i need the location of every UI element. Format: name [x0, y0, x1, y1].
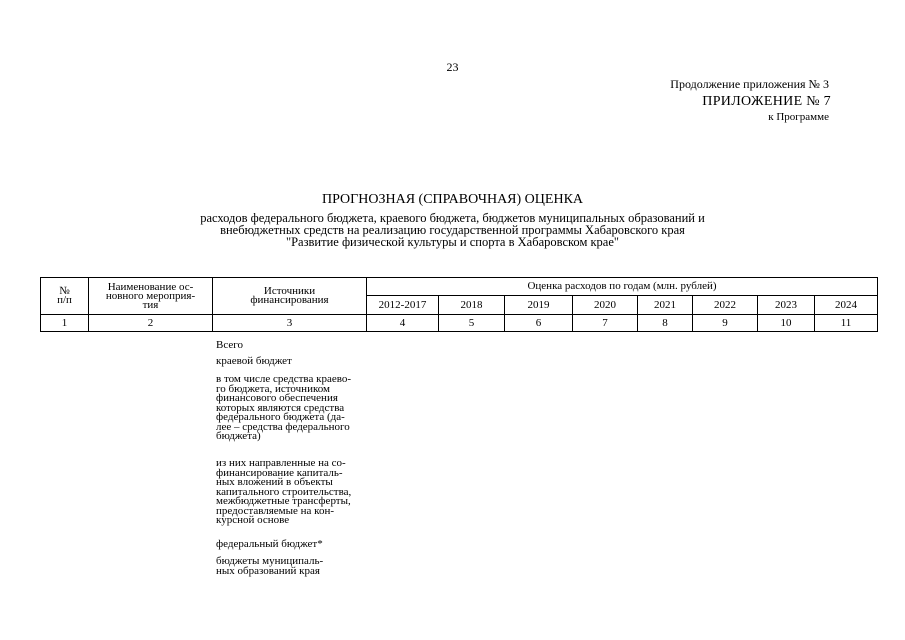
row-label: из них направленные на со- финансирование капиталь- ных вложений в объекты капитального строительства, межбюджетные трансферты, предоставляемые на кон- курсной основе: [216, 457, 352, 526]
col-number: 2: [89, 315, 213, 332]
table-header: [40, 277, 878, 332]
header-year: 2022: [693, 296, 758, 315]
col-number: 3: [213, 315, 367, 332]
header-year: 2012-2017: [367, 296, 439, 315]
col-number: 11: [815, 315, 878, 332]
col-number: 4: [367, 315, 439, 332]
subtitle-line: внебюджетных средств на реализацию государственной программы Хабаровского края: [220, 223, 685, 237]
header-year: 2024: [815, 296, 878, 315]
appendix-title: ПРИЛОЖЕНИЕ № 7: [702, 94, 831, 109]
row-label: краевой бюджет: [216, 355, 292, 367]
col-number: 5: [439, 315, 505, 332]
col-number: 7: [573, 315, 638, 332]
col-number: 10: [758, 315, 815, 332]
row-label: бюджеты муниципаль- ных образований края: [216, 555, 324, 577]
document-title: ПРОГНОЗНАЯ (СПРАВОЧНАЯ) ОЦЕНКА: [321, 192, 584, 207]
header-name: Наименование ос- новного мероприя- тия: [89, 278, 213, 315]
subtitle-line: "Развитие физической культуры и спорта в Хабаровском крае": [285, 235, 620, 249]
header-year: 2023: [758, 296, 815, 315]
col-number: 1: [41, 315, 89, 332]
appendix-subtitle: к Программе: [768, 111, 829, 123]
col-number: 6: [505, 315, 573, 332]
row-label: в том числе средства краево- го бюджета, источником финансового обеспечения которых являются средства федерального бюджета (да- лее – средства федерального бюджета): [216, 373, 352, 442]
document-subtitle: [100, 212, 805, 248]
header-year: 2021: [638, 296, 693, 315]
appendix-continuation: Продолжение приложения № 3: [670, 77, 829, 91]
header-year: 2020: [573, 296, 638, 315]
header-sources: Источники финансирования: [213, 278, 367, 315]
header-year: 2018: [439, 296, 505, 315]
header-estimate: Оценка расходов по годам (млн. рублей): [367, 278, 878, 296]
header-year: 2019: [505, 296, 573, 315]
col-number: 9: [693, 315, 758, 332]
col-number: 8: [638, 315, 693, 332]
row-label: федеральный бюджет*: [216, 538, 323, 550]
page-number: 23: [446, 60, 459, 74]
header-num: № п/п: [41, 278, 89, 315]
subtitle-line: расходов федерального бюджета, краевого бюджета, бюджетов муниципальных образований и: [200, 211, 705, 225]
row-label: Всего: [216, 339, 243, 351]
